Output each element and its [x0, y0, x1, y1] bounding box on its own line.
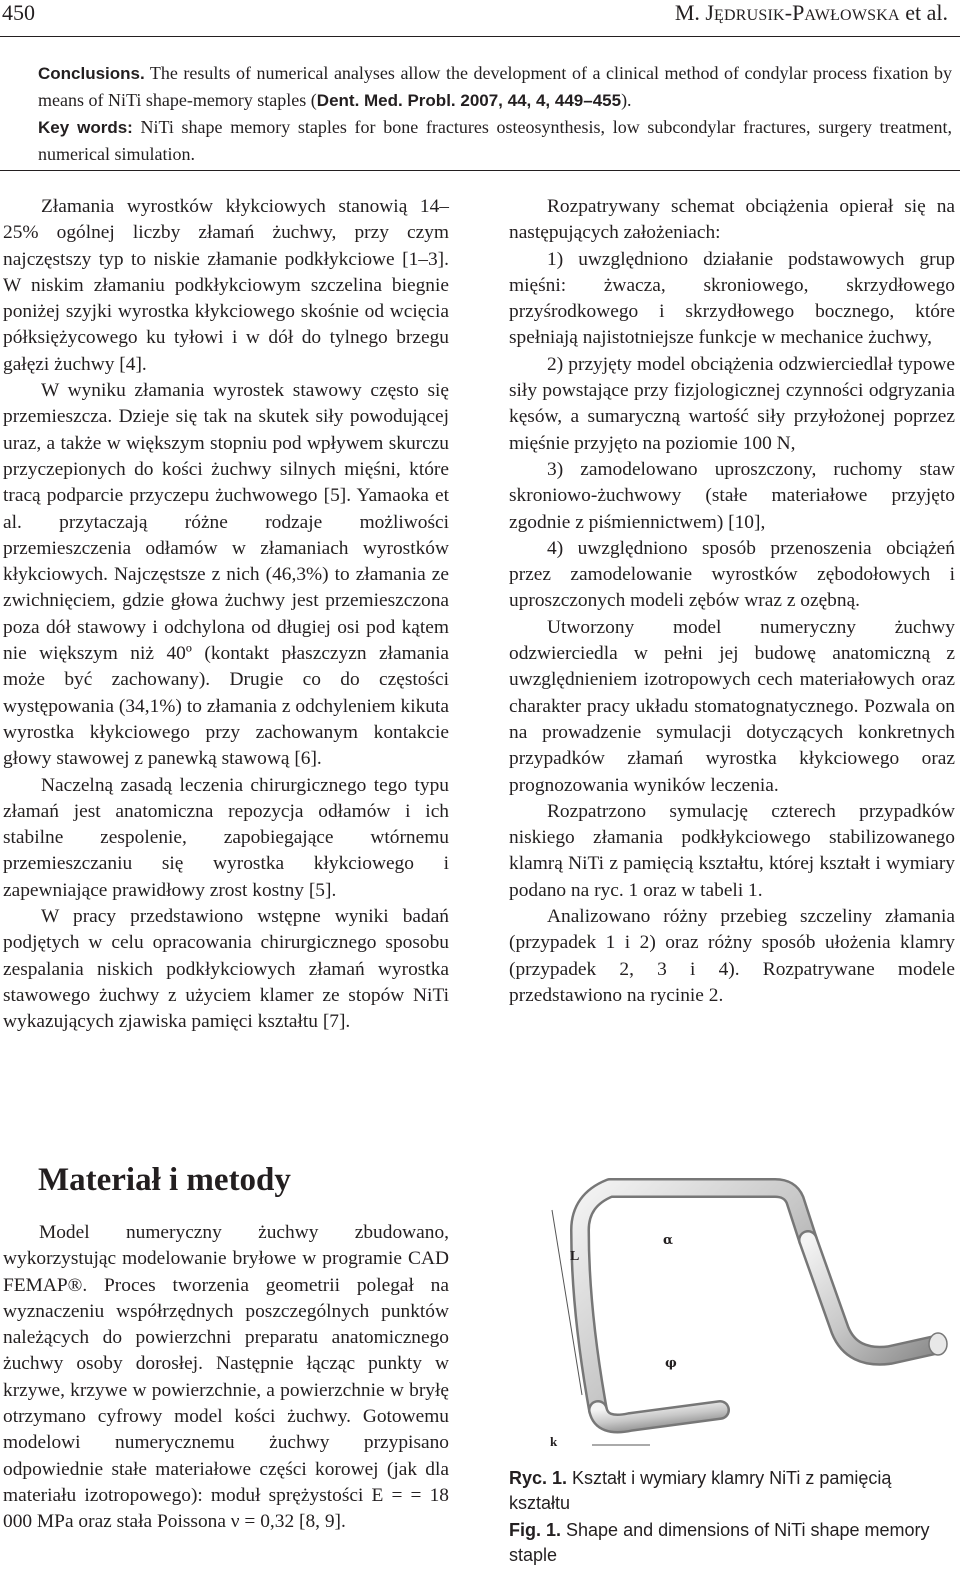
- body-paragraph: Utworzony model numeryczny żuchwy odzwierciedla w pełni jej budowę anatomiczną z uwzględnieniem izotropowych cech materiałowych oraz charakter pracy układu stomatognatycznego. Pozwala on na prowadzenie symulacji dotyczących konkretnych przypadków złamań wyrostka kłykciowego oraz prognozowania wyników leczenia.: [509, 616, 955, 796]
- staple-rod-outline: [580, 1188, 808, 1410]
- right-column: [509, 194, 955, 1009]
- abstract-conclusions: [38, 60, 952, 114]
- methods-paragraph: Model numeryczny żuchwy zbudowano, wykorzystując modelowanie bryłowe w programie CAD FEMAP®. Proces tworzenia geometrii polegał na wyznaczeniu współrzędnych poszczególnych punktów należących do powierzchni preparatu anatomicznego żuchwy osoby dorosłej. Następnie łącząc punkty w krzywe, krzywe w powierzchnie, a powierzchnie w bryłę otrzymano cyfrowy model kości żuchwy. Gotowemu modelowi numerycznemu żuchwy przypisano odpowiednie stałe materiałowe części korowej (jak dla materiału izotropowego): moduł sprężystości E = = 18 000 MPa oraz stała Poissona ν = 0,32 [8, 9].: [3, 1222, 449, 1533]
- running-head-small2: AWŁOWSKA: [804, 7, 900, 24]
- caption-pl: [509, 1466, 949, 1516]
- left-column: [3, 194, 449, 1036]
- section-title: Materiał i metody: [38, 1162, 291, 1198]
- caption-en-text: Shape and dimensions of NiTi shape memory staple: [509, 1520, 930, 1565]
- caption-en: [509, 1518, 949, 1568]
- intro-paragraph: Rozpatrywany schemat obciążenia opierał się na następujących założeniach:: [509, 196, 955, 244]
- body-paragraph: W wyniku złamania wyrostek stawowy często się przemieszcza. Dzieje się tak na skutek siły powodującej uraz, a także w większym stopniu pod wpływem skurczu przyczepionych do kości żuchwy silnych mięśni, które tracą podparcie przyczepu żuchwowego [5]. Yamaoka et al. przytaczają różne rodzaje możliwości przemieszczenia odłamów w złamaniach wyrostków kłykciowych. Najczęstsze z nich (46,3%) to złamania ze zwichnięciem, gdzie głowa żuchwy jest przemieszczona poza dół stawowy i odchylona od długiej osi pod kątem nie większym niż 40º (kontakt płaszczyzn złamania może być zachowany). Drugie co do częstości występowania (34,1%) to złamania z odchyleniem kikuta wyrostka kłykciowego przy zachowanym kontakcie głowy stawowej z panewką stawową [6].: [3, 380, 449, 770]
- staple-illustration: [540, 1160, 960, 1460]
- label-alpha: α: [663, 1233, 674, 1248]
- label-phi: φ: [665, 1356, 677, 1371]
- running-head-small1: ĘDRUSIK: [714, 7, 785, 24]
- keywords-text: NiTi shape memory staples for bone fractures osteosynthesis, low subcondylar fractures, surgery treatment, numerical simulation.: [38, 117, 952, 164]
- citation-tail: ).: [621, 90, 632, 110]
- body-paragraph: Analizowano różny przebieg szczeliny złamania (przypadek 1 i 2) oraz różny sposób ułożenia klamry (przypadek 2, 3 i 4). Rozpatrywane modele przedstawiono na rycinie 2.: [509, 906, 955, 1006]
- page-number: 450: [2, 0, 35, 25]
- list-item: 2) przyjęty model obciążenia odzwierciedlał typowe siły powstające przy fizjologicznej czynności odgryzania kęsów, a sumaryczną wartość siły przyłożonej poprzez mięśnie przyjęto na poziomie 100 N,: [509, 353, 955, 454]
- header-rule: [0, 36, 960, 37]
- list-item: 4) uwzględniono sposób przenoszenia obciążeń przez zamodelowanie wyrostków zębodołowych i uproszczonych modeli zębów wraz z ozębną.: [509, 537, 955, 612]
- conclusions-label: Conclusions.: [38, 64, 145, 83]
- citation: Dent. Med. Probl. 2007, 44, 4, 449–455: [316, 91, 622, 110]
- body-paragraph: Rozpatrzono symulację czterech przypadków niskiego złamania podkłykciowego stabilizowanego klamrą NiTi z pamięcią kształtu, której kształt i wymiary podano na ryc. 1 oraz w tabeli 1.: [509, 800, 955, 901]
- keywords-label: Key words:: [38, 118, 133, 137]
- caption-pl-text: Kształt i wymiary klamry NiTi z pamięcią kształtu: [509, 1468, 892, 1513]
- staple-figure: [540, 1160, 960, 1460]
- body-paragraph: Naczelną zasadą leczenia chirurgicznego tego typu złamań jest anatomiczna repozycja odłamów i ich stabilne zespolenie, zapobiegające wtórnemu przemieszczaniu się wyrostka kłykciowego i zapewniające prawidłowy zrost kostny [5].: [3, 774, 449, 901]
- running-head-tail: et al.: [899, 0, 948, 25]
- label-L: L: [570, 1249, 580, 1264]
- list-item: 1) uwzględniono działanie podstawowych grup mięśni: żwacza, skroniowego, skrzydłowego przyśrodkowego i skrzydłowego bocznego, które spełniają najistotniejsze funkcje w mechanice żuchwy,: [509, 248, 955, 349]
- rod-end-cap: [929, 1333, 947, 1355]
- abstract-keywords: [38, 114, 952, 167]
- methods-column: [3, 1220, 449, 1536]
- running-head-dash: -P: [784, 0, 805, 25]
- body-paragraph: Złamania wyrostków kłykciowych stanowią 14–25% ogólnej liczby złamań żuchwy, przy czym najczęstszy typ to niskie złamanie podkłykciowe [1–3]. W niskim złamaniu podkłykciowym szczelina biegnie poniżej szyjki wyrostka kłykciowego skośnie od wcięcia półksiężycowego ku tyłowi i w dół do tylnego brzegu gałęzi żuchwy [4].: [3, 196, 449, 375]
- right-arm: [808, 1240, 935, 1356]
- running-head-initial: M. J: [674, 0, 714, 25]
- staple-rod: [580, 1188, 808, 1410]
- list-item: 3) zamodelowano uproszczony, ruchomy staw skroniowo-żuchwowy (stałe materiałowe przyjęto zgodnie z piśmiennictwem) [10],: [509, 458, 955, 533]
- abstract-rule: [0, 170, 960, 171]
- body-paragraph: W pracy przedstawiono wstępne wyniki badań podjętych w celu opracowania chirurgicznego sposobu zespalania niskich podkłykciowych złamań wyrostka stawowego żuchwy z użyciem klamer ze stopów NiTi wykazujących zjawiska pamięci kształtu [7].: [3, 906, 449, 1033]
- caption-en-label: Fig. 1.: [509, 1520, 562, 1540]
- conclusions-text: The results of numerical analyses allow the development of a clinical method of condylar process fixation by means of NiTi shape-memory staples (: [38, 63, 952, 110]
- running-head: [675, 0, 948, 29]
- caption-pl-label: Ryc. 1.: [509, 1468, 568, 1488]
- label-k: k: [550, 1434, 558, 1449]
